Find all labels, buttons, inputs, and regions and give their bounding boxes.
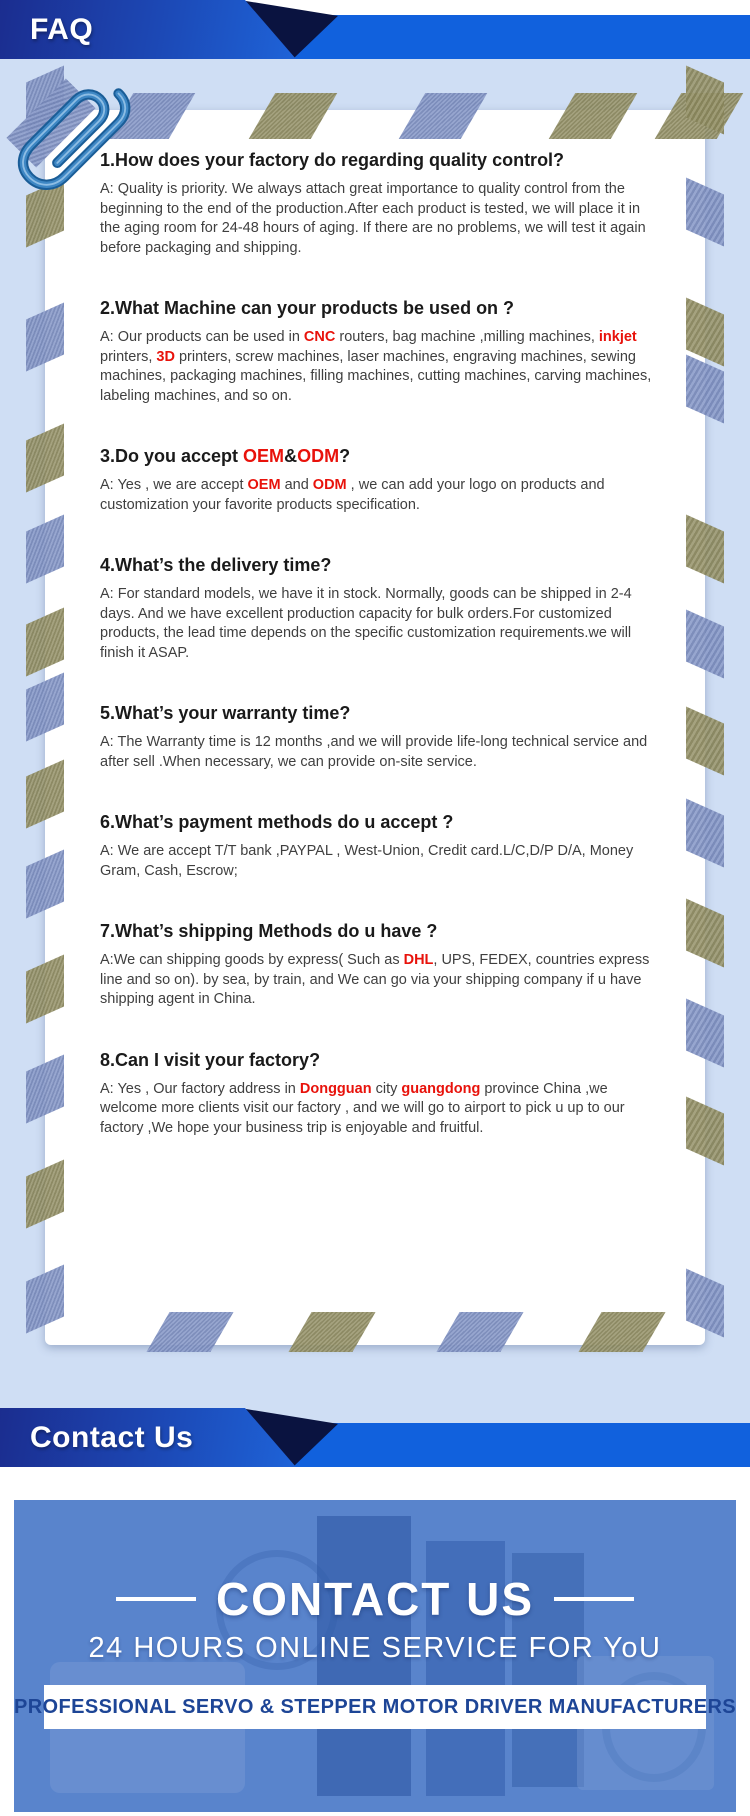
- faq-answer: A: Quality is priority. We always attach great importance to quality control from the beginning to the end of the production.After each product is tested, we will place it in the aging room for 24-48 hours of aging. If there are no problems, we will test it again before packaging and shipping.: [100, 181, 646, 256]
- faq-answer: A: For standard models, we have it in stock. Normally, goods can be shipped in 2-4 days. And we have excellent production capacity for bulk orders.For customized products, the lead time depends on the specific customization requirements.we will finish it ASAP.: [100, 586, 632, 661]
- dash-line: [554, 1597, 634, 1601]
- highlight-text: OEM: [243, 446, 285, 466]
- faq-item: [100, 1050, 655, 1139]
- contact-card-ribbon: PROFESSIONAL SERVO & STEPPER MOTOR DRIVER MANUFACTURERS: [44, 1685, 706, 1729]
- faq-answer: A:We can shipping goods by express( Such as DHL, UPS, FEDEX, countries express line and so on). by sea, by train, and We can go via your shipping company if u have shipping agent in China.: [100, 952, 650, 1007]
- faq-question: 1.How does your factory do regarding quality control?: [100, 150, 565, 170]
- faq-section-header: [0, 0, 750, 59]
- faq-item: [100, 446, 655, 515]
- faq-answer: A: The Warranty time is 12 months ,and we will provide life-long technical service and after sell .When necessary, we can provide on-site service.: [100, 734, 648, 770]
- faq-question: 2.What Machine can your products be used on ?: [100, 298, 515, 318]
- highlight-text: DHL: [403, 952, 434, 968]
- highlight-text: 3D: [156, 348, 175, 365]
- faq-item: [100, 555, 655, 663]
- faq-item: [100, 703, 655, 772]
- highlight-text: CNC: [303, 329, 336, 345]
- contact-section: [0, 1500, 750, 1816]
- highlight-text: OEM: [247, 477, 281, 493]
- highlight-text: Dongguan: [299, 1080, 372, 1097]
- faq-answer: A: We are accept T/T bank ,PAYPAL , West-Union, Credit card.L/C,D/P D/A, Money Gram, Cash, Escrow;: [100, 843, 634, 879]
- contact-heading-row: [14, 1572, 736, 1626]
- faq-question: 5.What’s your warranty time?: [100, 703, 351, 723]
- faq-banner-title: FAQ: [30, 13, 94, 46]
- faq-list: [45, 110, 705, 1138]
- faq-section: [0, 59, 750, 1423]
- faq-answer: A: Yes , Our factory address in Dongguan city guangdong province China ,we welcome more clients visit our factory , and we will go to airport to pick u up to our factory ,We hope your business trip is enjoyable and fruitful.: [100, 1080, 625, 1136]
- faq-answer: A: Yes , we are accept OEM and ODM , we can add your logo on products and customization your favorite products specification.: [100, 477, 605, 513]
- faq-item: [100, 150, 655, 258]
- faq-question: 4.What’s the delivery time?: [100, 555, 332, 575]
- faq-question: 6.What’s payment methods do u accept ?: [100, 812, 454, 832]
- faq-question: 8.Can I visit your factory?: [100, 1049, 321, 1070]
- contact-card-text: [14, 1500, 736, 1812]
- highlight-text: ODM: [312, 477, 347, 493]
- dash-line: [116, 1597, 196, 1601]
- faq-question: 7.What’s shipping Methods do u have ?: [100, 921, 438, 941]
- faq-paper-card: [45, 110, 705, 1345]
- faq-answer: A: Our products can be used in CNC routers, bag machine ,milling machines, inkjet printers, 3D printers, screw machines, laser machines, engraving machines, sewing machines, packaging machines, filling machines, cutting machines, carving machines, labeling machines, and so on.: [100, 329, 652, 404]
- contact-card-heading: CONTACT US: [215, 1573, 535, 1625]
- contact-banner-title: Contact Us: [30, 1421, 194, 1454]
- faq-item: [100, 921, 655, 1010]
- faq-item: [100, 812, 655, 881]
- contact-card: [14, 1500, 736, 1812]
- contact-card-subheading: 24 HOURS ONLINE SERVICE FOR YoU: [88, 1632, 662, 1664]
- faq-question: 3.Do you accept OEM&ODM?: [100, 446, 351, 466]
- contact-section-header: [0, 1408, 750, 1467]
- highlight-text: inkjet: [598, 329, 637, 345]
- highlight-text: ODM: [297, 446, 340, 466]
- faq-item: [100, 298, 655, 406]
- highlight-text: guangdong: [401, 1080, 481, 1097]
